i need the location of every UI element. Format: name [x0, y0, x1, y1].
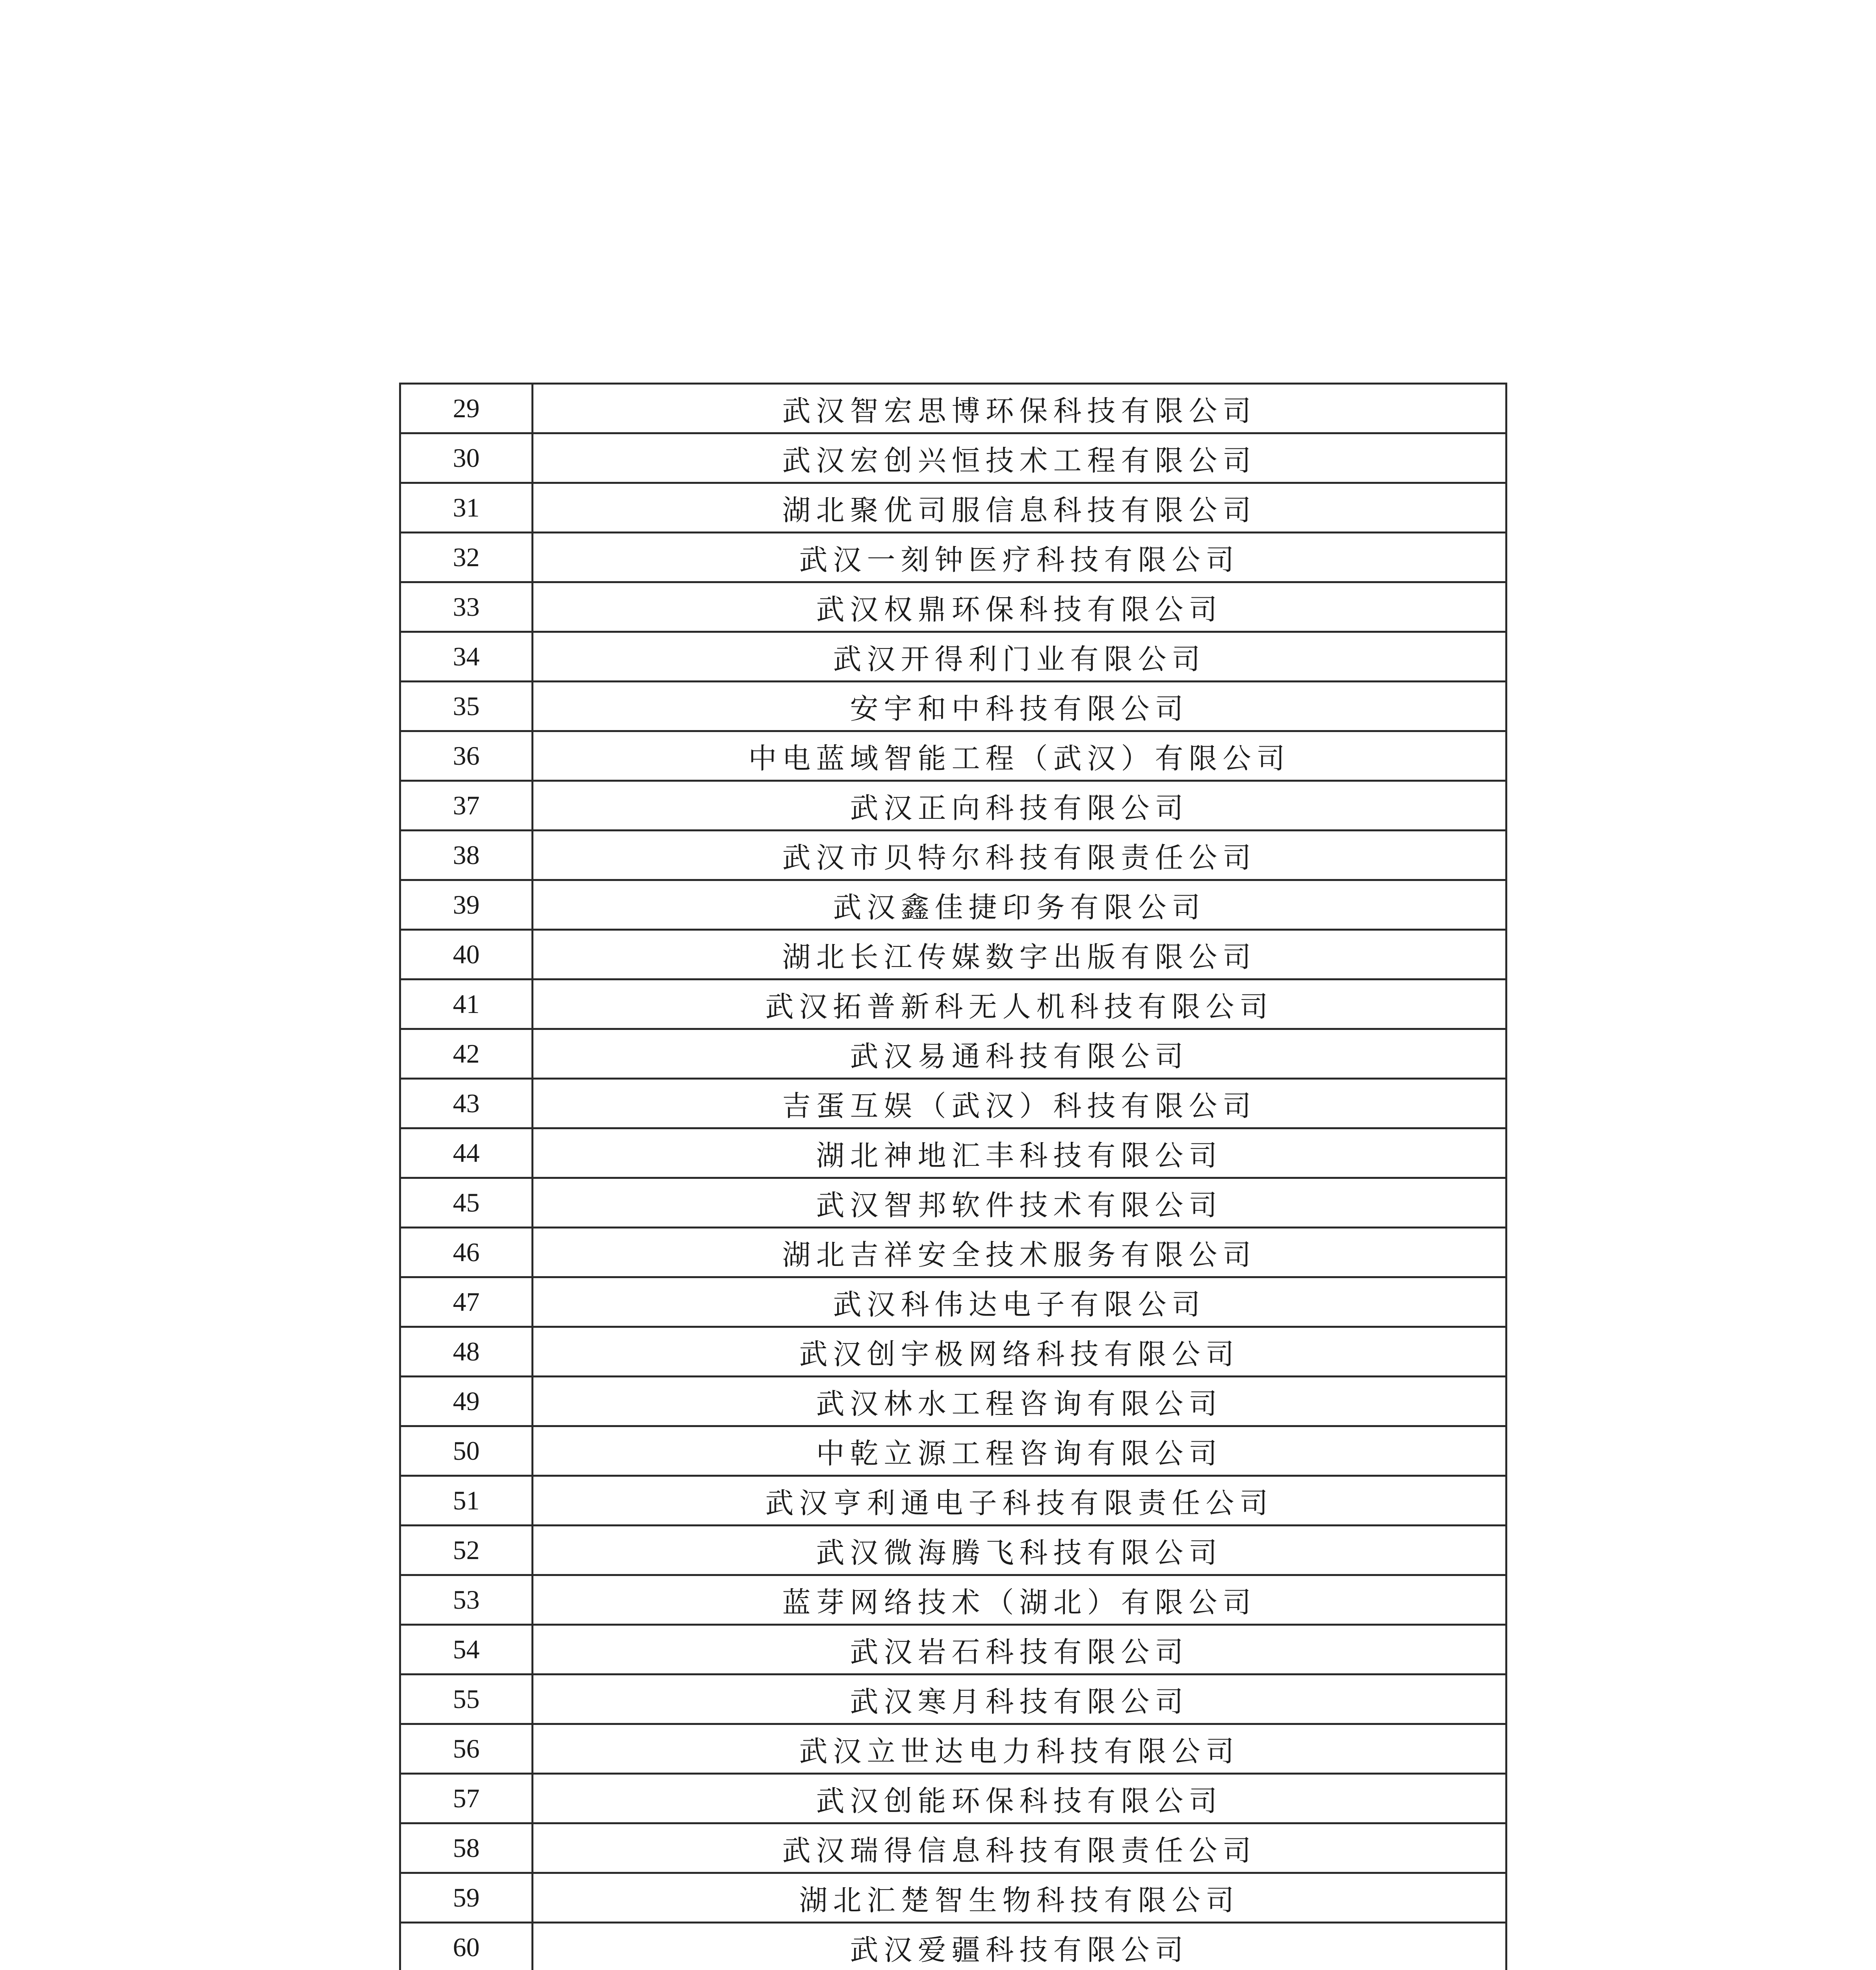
table-row: [400, 682, 1506, 731]
table-row: [400, 1426, 1506, 1476]
table-row: [400, 1923, 1506, 1970]
table-row: [400, 1476, 1506, 1526]
table-row: [400, 831, 1506, 880]
row-number: 35: [400, 682, 533, 731]
row-number: 36: [400, 731, 533, 781]
row-number: 38: [400, 831, 533, 880]
company-name: 武汉智邦软件技术有限公司: [533, 1178, 1506, 1228]
table-row: [400, 1823, 1506, 1873]
table-row: [400, 632, 1506, 682]
company-name: 武汉易通科技有限公司: [533, 1029, 1506, 1079]
row-number: 59: [400, 1873, 533, 1923]
table-row: [400, 1774, 1506, 1823]
company-name: 武汉创宇极网络科技有限公司: [533, 1327, 1506, 1377]
company-name: 湖北吉祥安全技术服务有限公司: [533, 1228, 1506, 1277]
company-name: 武汉正向科技有限公司: [533, 781, 1506, 831]
company-name: 中电蓝域智能工程（武汉）有限公司: [533, 731, 1506, 781]
company-list-table: [399, 383, 1507, 1970]
row-number: 49: [400, 1377, 533, 1426]
row-number: 48: [400, 1327, 533, 1377]
table-row: [400, 1674, 1506, 1724]
row-number: 37: [400, 781, 533, 831]
company-name: 湖北长江传媒数字出版有限公司: [533, 930, 1506, 979]
table-row: [400, 1178, 1506, 1228]
table-row: [400, 880, 1506, 930]
table-row: [400, 979, 1506, 1029]
row-number: 57: [400, 1774, 533, 1823]
row-number: 45: [400, 1178, 533, 1228]
company-name: 武汉微海腾飞科技有限公司: [533, 1526, 1506, 1575]
company-name: 武汉立世达电力科技有限公司: [533, 1724, 1506, 1774]
company-name: 武汉宏创兴恒技术工程有限公司: [533, 433, 1506, 483]
company-name: 武汉亨利通电子科技有限责任公司: [533, 1476, 1506, 1526]
table-row: [400, 1724, 1506, 1774]
company-name: 蓝芽网络技术（湖北）有限公司: [533, 1575, 1506, 1625]
row-number: 53: [400, 1575, 533, 1625]
company-name: 武汉一刻钟医疗科技有限公司: [533, 533, 1506, 582]
table-row: [400, 1526, 1506, 1575]
company-name: 武汉爱疆科技有限公司: [533, 1923, 1506, 1970]
row-number: 40: [400, 930, 533, 979]
table-row: [400, 1327, 1506, 1377]
company-name: 武汉寒月科技有限公司: [533, 1674, 1506, 1724]
company-name: 吉蛋互娱（武汉）科技有限公司: [533, 1079, 1506, 1128]
row-number: 50: [400, 1426, 533, 1476]
table-row: [400, 1575, 1506, 1625]
row-number: 44: [400, 1128, 533, 1178]
row-number: 54: [400, 1625, 533, 1674]
row-number: 32: [400, 533, 533, 582]
company-name: 武汉市贝特尔科技有限责任公司: [533, 831, 1506, 880]
table-row: [400, 1029, 1506, 1079]
table-row: [400, 533, 1506, 582]
company-list-body: [400, 384, 1506, 1970]
row-number: 34: [400, 632, 533, 682]
company-name: 武汉拓普新科无人机科技有限公司: [533, 979, 1506, 1029]
row-number: 60: [400, 1923, 533, 1970]
company-name: 湖北聚优司服信息科技有限公司: [533, 483, 1506, 533]
row-number: 39: [400, 880, 533, 930]
row-number: 30: [400, 433, 533, 483]
company-name: 武汉瑞得信息科技有限责任公司: [533, 1823, 1506, 1873]
table-row: [400, 930, 1506, 979]
row-number: 42: [400, 1029, 533, 1079]
table-row: [400, 1377, 1506, 1426]
company-name: 安宇和中科技有限公司: [533, 682, 1506, 731]
row-number: 41: [400, 979, 533, 1029]
table-row: [400, 1079, 1506, 1128]
table-row: [400, 483, 1506, 533]
table-row: [400, 1873, 1506, 1923]
company-name: 武汉开得利门业有限公司: [533, 632, 1506, 682]
company-name: 中乾立源工程咨询有限公司: [533, 1426, 1506, 1476]
table-row: [400, 1128, 1506, 1178]
company-name: 武汉科伟达电子有限公司: [533, 1277, 1506, 1327]
table-row: [400, 731, 1506, 781]
table-row: [400, 582, 1506, 632]
row-number: 31: [400, 483, 533, 533]
row-number: 47: [400, 1277, 533, 1327]
table-row: [400, 384, 1506, 433]
row-number: 33: [400, 582, 533, 632]
table-row: [400, 1277, 1506, 1327]
table-row: [400, 1625, 1506, 1674]
row-number: 55: [400, 1674, 533, 1724]
row-number: 43: [400, 1079, 533, 1128]
company-name: 武汉创能环保科技有限公司: [533, 1774, 1506, 1823]
company-name: 武汉岩石科技有限公司: [533, 1625, 1506, 1674]
company-name: 湖北汇楚智生物科技有限公司: [533, 1873, 1506, 1923]
row-number: 29: [400, 384, 533, 433]
row-number: 56: [400, 1724, 533, 1774]
company-name: 武汉权鼎环保科技有限公司: [533, 582, 1506, 632]
company-name: 武汉鑫佳捷印务有限公司: [533, 880, 1506, 930]
company-name: 武汉林水工程咨询有限公司: [533, 1377, 1506, 1426]
row-number: 58: [400, 1823, 533, 1873]
table-row: [400, 433, 1506, 483]
table-row: [400, 1228, 1506, 1277]
table-row: [400, 781, 1506, 831]
row-number: 52: [400, 1526, 533, 1575]
company-name: 湖北神地汇丰科技有限公司: [533, 1128, 1506, 1178]
row-number: 51: [400, 1476, 533, 1526]
row-number: 46: [400, 1228, 533, 1277]
company-name: 武汉智宏思博环保科技有限公司: [533, 384, 1506, 433]
